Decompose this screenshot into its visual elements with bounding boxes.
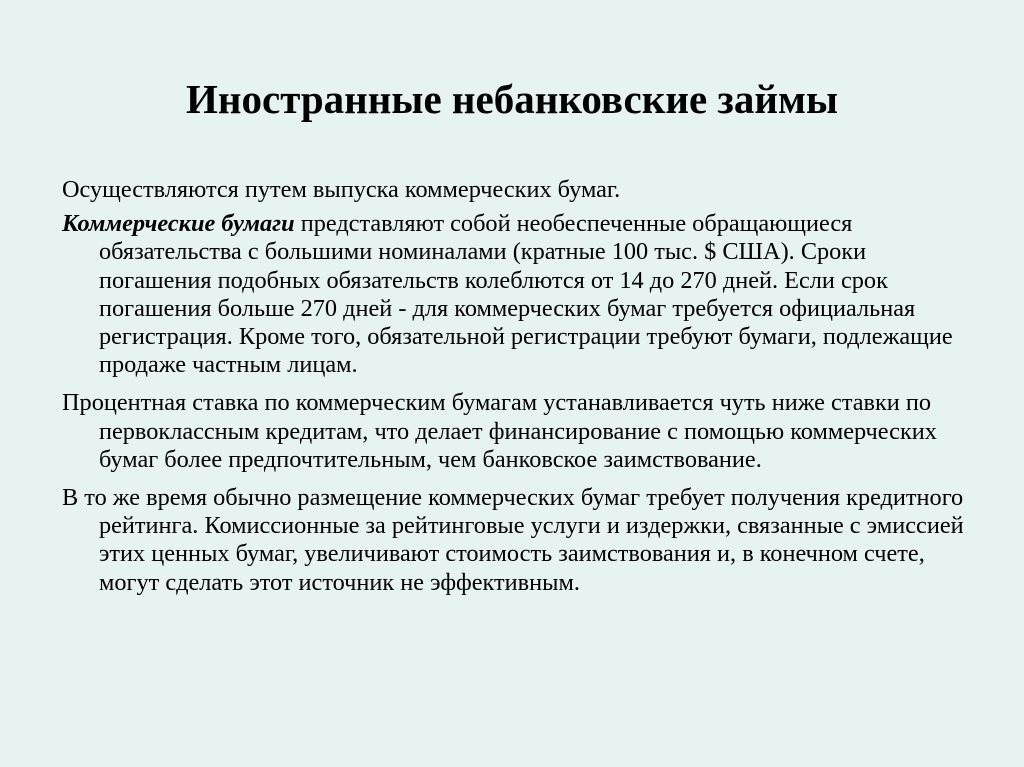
term-commercial-paper: Коммерческие бумаги	[62, 210, 295, 238]
slide-title: Иностранные небанковские займы	[186, 76, 838, 122]
slide-body	[62, 176, 967, 607]
paragraph-text: представляют собой необеспеченные обращающиеся обязательства с большими номиналами (кратные 100 тыс. $ США). Сроки погашения подобных обязательств колеблются от 14 до 270 дней. Если срок погашения больше 270 дней - для коммерческих бумаг требуется официальная регистрация. Кроме того, обязательной регистрации требуют бумаги, подлежащие продаже частным лицам.	[99, 210, 953, 379]
paragraph-commercial-paper-definition	[62, 210, 967, 379]
paragraph-text: Осуществляются путем выпуска коммерческих бумаг.	[62, 176, 621, 203]
paragraph-credit-rating	[62, 484, 967, 597]
paragraph-text: В то же время обычно размещение коммерческих бумаг требует получения кредитного рейтинга. Комиссионные за рейтинговые услуги и издержки, связанные с эмиссией этих ценных бумаг, увеличивают стоимость заимствования и, в конечном счете, могут сделать этот источник не эффективным.	[62, 484, 964, 596]
paragraph-interest-rate	[62, 389, 967, 474]
paragraph-issuance	[62, 176, 967, 204]
paragraph-text: Процентная ставка по коммерческим бумагам устанавливается чуть ниже ставки по первоклассным кредитам, что делает финансирование с помощью коммерческих бумаг более предпочтительным, чем банковское заимствование.	[62, 389, 937, 473]
